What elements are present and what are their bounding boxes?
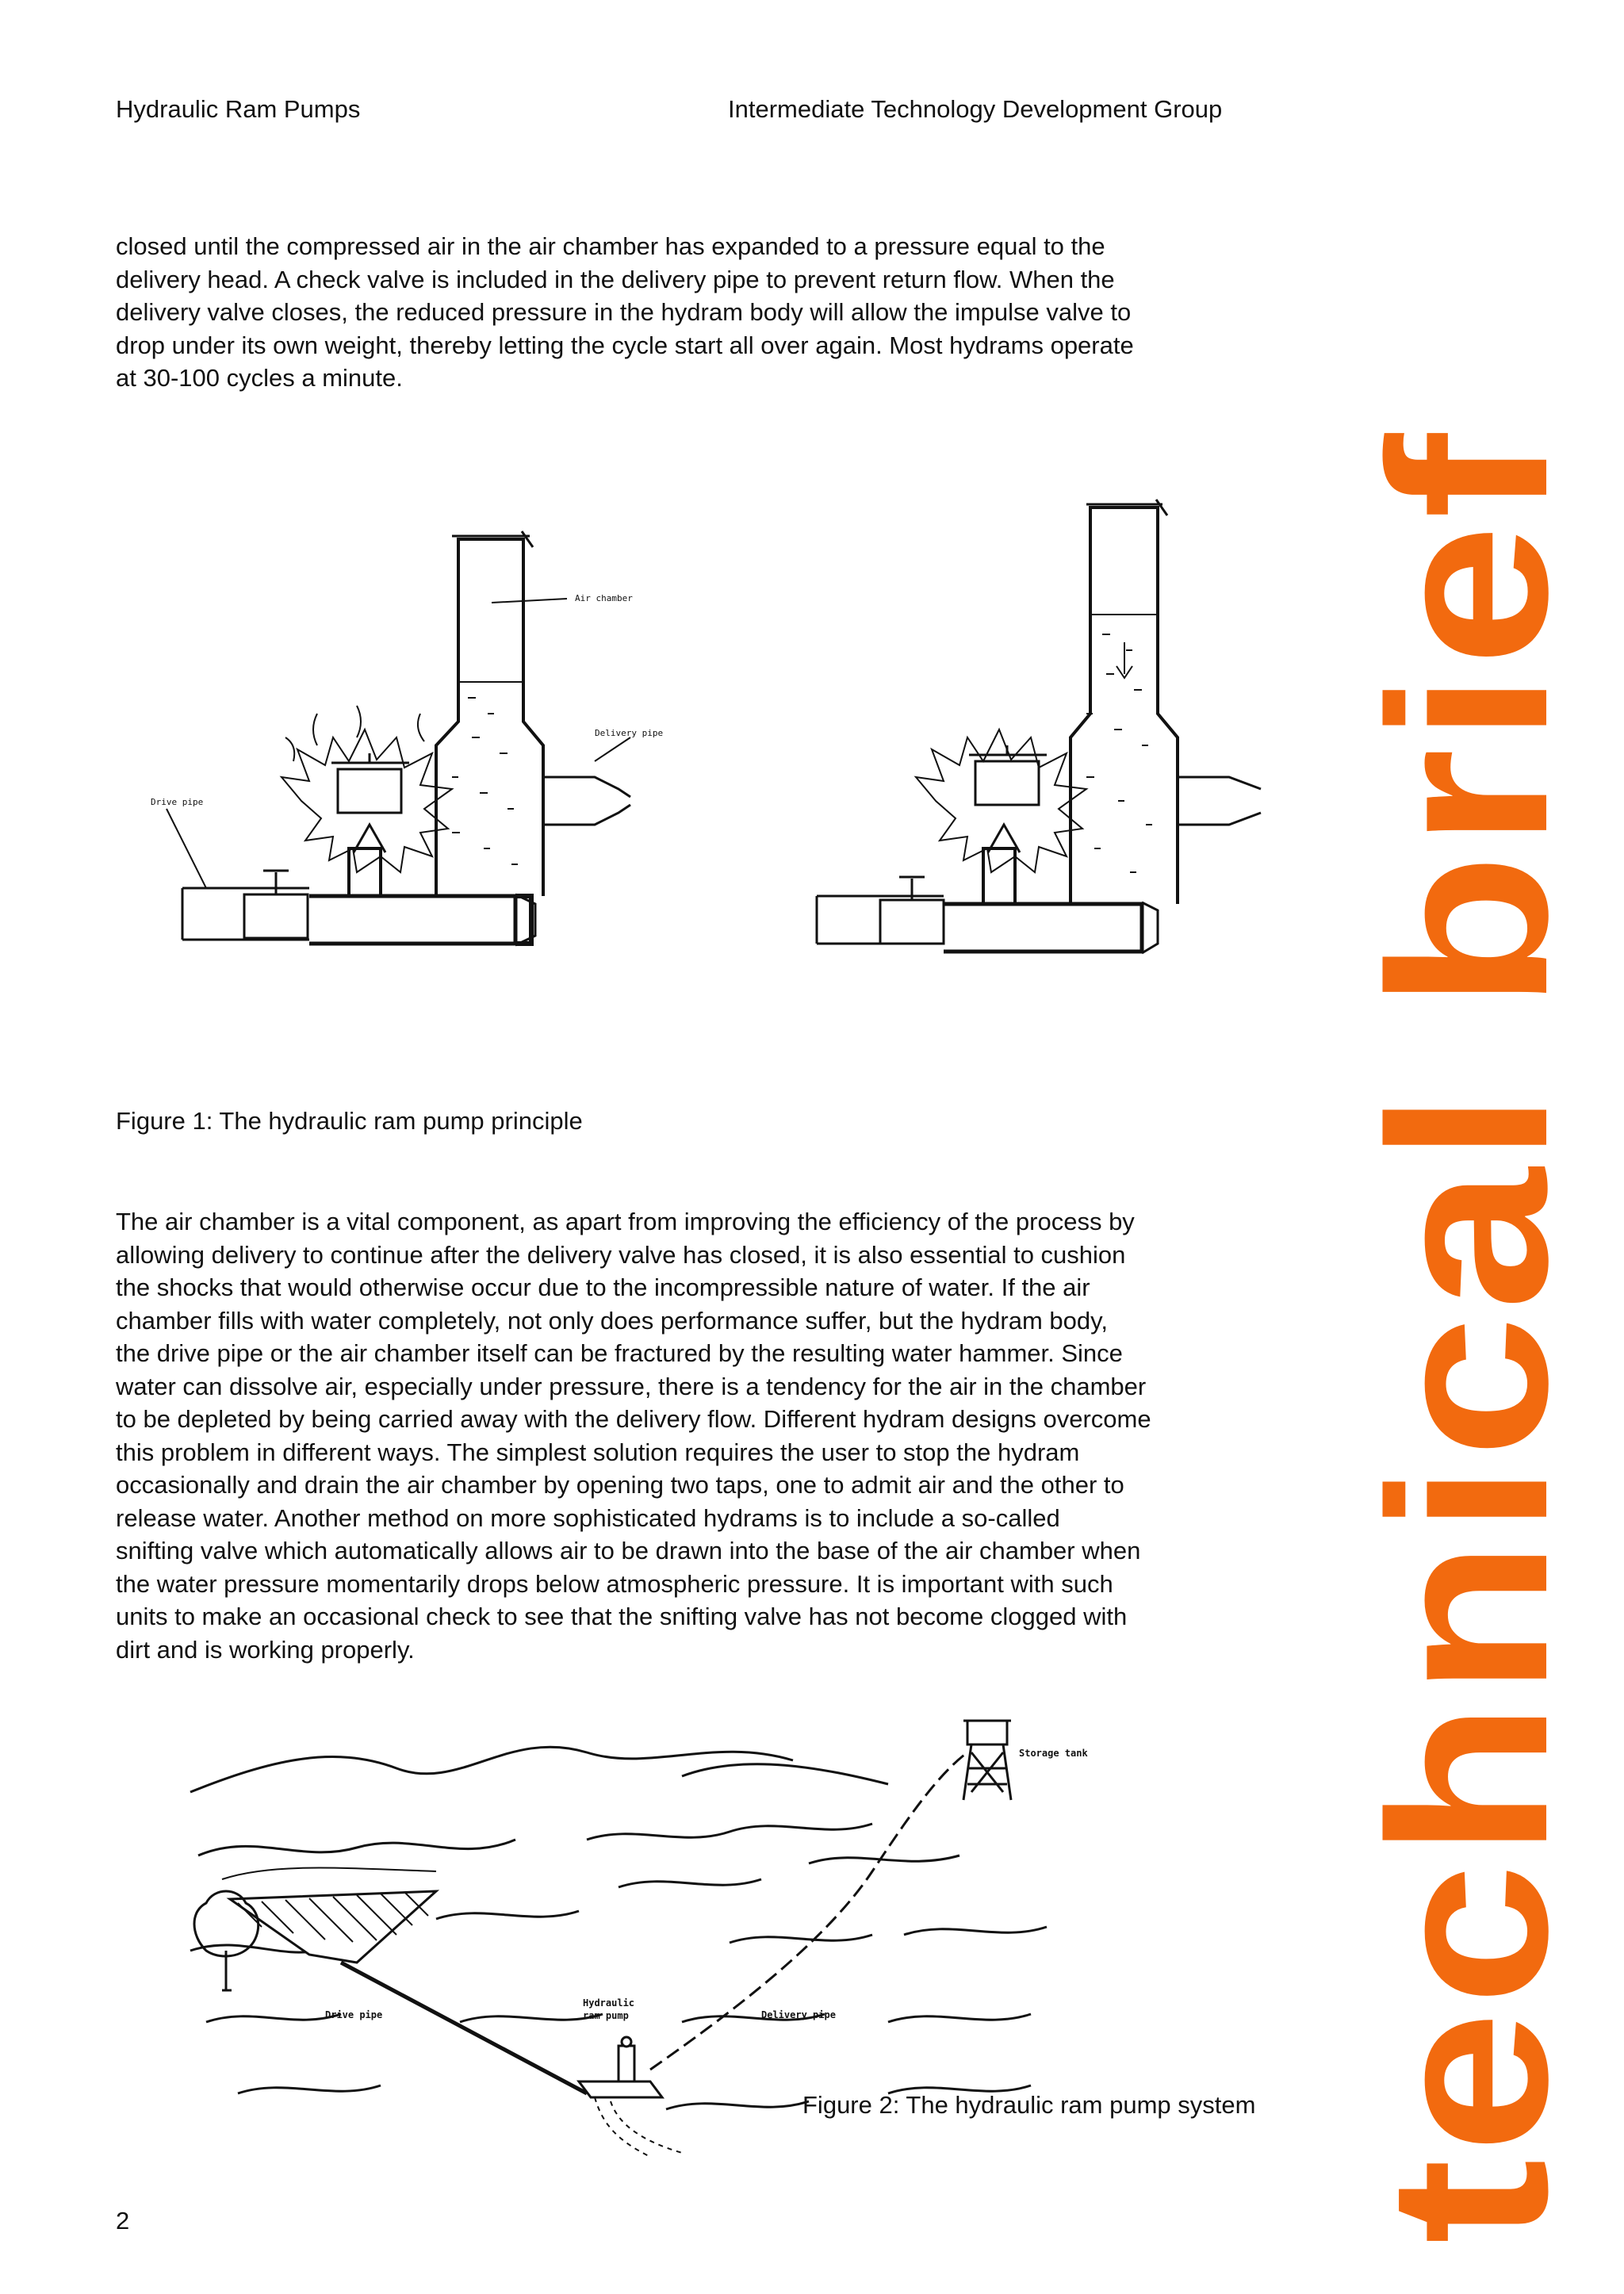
label-delivery-pipe-fig1: Delivery pipe bbox=[595, 728, 664, 738]
figure-1-illustration bbox=[119, 476, 1324, 1015]
figure-1-caption: Figure 1: The hydraulic ram pump principle bbox=[116, 1107, 583, 1135]
label-air-chamber: Air chamber bbox=[575, 593, 633, 603]
page-number: 2 bbox=[116, 2207, 130, 2235]
drive-pipe-line bbox=[341, 1963, 587, 2093]
body-paragraph-1: closed until the compressed air in the air chamber has expanded to a pressure equal to the delivery head. A check valve is included in the delivery pipe to prevent return flow. When the delivery valve closes, the reduced pressure in the hydram body will allow the impulse valve to drop under its own weight, thereby letting the cycle start all over again. Most hydrams operate at 30-100 cycles a minute. bbox=[116, 232, 1134, 392]
label-storage-tank: Storage tank bbox=[1019, 1748, 1088, 1759]
ram-pump-diagram-left bbox=[167, 531, 630, 945]
label-drive-pipe-fig1: Drive pipe bbox=[151, 797, 204, 807]
tree-icon bbox=[194, 1891, 259, 1990]
ram-pump-icon bbox=[579, 2037, 662, 2097]
delivery-pipe-line bbox=[650, 1752, 967, 2070]
figure-2-caption: Figure 2: The hydraulic ram pump system bbox=[802, 2091, 1256, 2119]
brand-wordmark-text: technical brief bbox=[1342, 640, 1595, 2244]
label-hydraulic: Hydraulic bbox=[583, 1997, 635, 2009]
body-paragraph-2: The air chamber is a vital component, as apart from improving the efficiency of the process by allowing delivery to continue after the delivery valve has closed, it is also essential to cushion the shocks that would otherwise occur due to the incompressible nature of water. If the air chamber fills with water completely, not only does performance suffer, but the hydram body, the drive pipe or the air chamber itself can be fractured by the resulting water hammer. Since water can dissolve air, especially under pressure, there is a tendency for the air in the chamber to be depleted by being carried away with the delivery flow. Different hydram designs overcome this problem in different ways. The simplest solution requires the user to stop the hydram occasionally and drain the air chamber by opening two taps, one to admit air and the other to release water. Another method on more sophisticated hydrams is to include a so-called snifting valve which automatically allows air to be drawn into the base of the air chamber when the water pressure momentarily drops below atmospheric pressure. It is important with such units to make an occasional check to see that the snifting valve has not become clogged with dirt and is working properly. bbox=[116, 1208, 1151, 1664]
technical-brief-wordmark bbox=[1316, 412, 1595, 2260]
storage-tank-icon bbox=[963, 1721, 1011, 1800]
ram-pump-diagram-right bbox=[817, 500, 1261, 953]
header-title: Hydraulic Ram Pumps bbox=[116, 95, 361, 123]
label-drive-pipe-fig2: Drive pipe bbox=[325, 2009, 383, 2020]
header-organization: Intermediate Technology Development Group bbox=[728, 95, 1223, 123]
label-ram-pump: ram pump bbox=[583, 2010, 629, 2021]
label-delivery-pipe-fig2: Delivery pipe bbox=[761, 2009, 836, 2020]
